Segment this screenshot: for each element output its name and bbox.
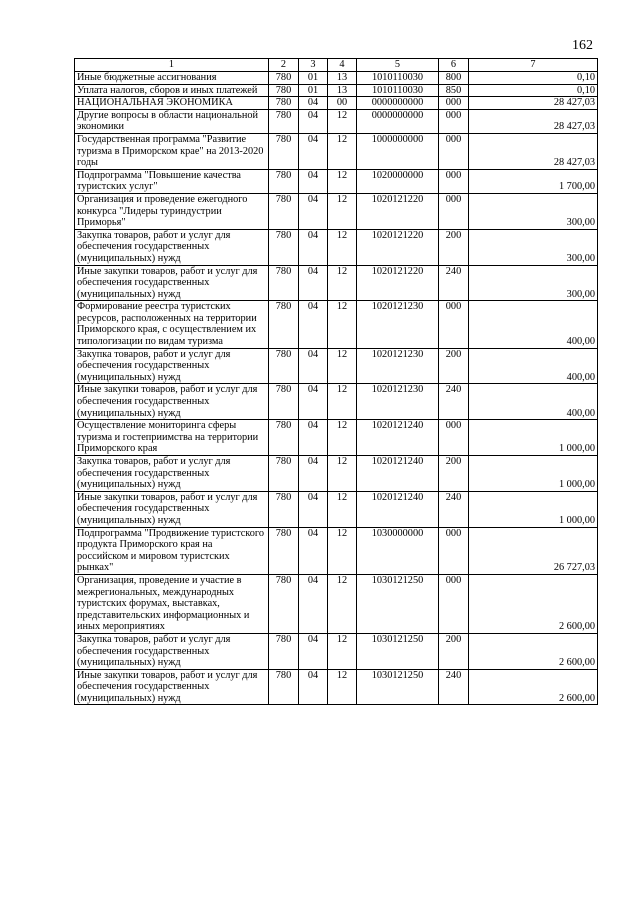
section-code-cell: 04 (299, 133, 328, 169)
row-name-cell: Подпрограмма "Продвижение туристского продукта Приморского края на российском и мировом туристских рынках" (75, 527, 269, 574)
column-header: 7 (469, 59, 598, 72)
section-code-cell: 04 (299, 265, 328, 301)
section-code-cell: 04 (299, 456, 328, 492)
table-row (75, 301, 598, 348)
expense-type-cell: 240 (439, 265, 469, 301)
ministry-code-cell: 780 (269, 265, 299, 301)
column-header: 2 (269, 59, 299, 72)
amount-cell: 2 600,00 (469, 574, 598, 633)
target-article-cell: 1020121240 (357, 491, 439, 527)
column-header: 5 (357, 59, 439, 72)
amount-cell: 300,00 (469, 193, 598, 229)
table-row (75, 574, 598, 633)
subsection-code-cell: 12 (328, 574, 357, 633)
amount-cell: 300,00 (469, 265, 598, 301)
column-header: 6 (439, 59, 469, 72)
column-header: 3 (299, 59, 328, 72)
section-code-cell: 04 (299, 97, 328, 110)
subsection-code-cell: 12 (328, 301, 357, 348)
section-code-cell: 04 (299, 527, 328, 574)
section-code-cell: 01 (299, 84, 328, 97)
row-name-cell: Формирование реестра туристских ресурсов, расположенных на территории Приморского края, с осуществлением их типологизации по видам туризма (75, 301, 269, 348)
row-name-cell: Иные закупки товаров, работ и услуг для обеспечения государственных (муниципальных) нужд (75, 669, 269, 705)
subsection-code-cell: 12 (328, 384, 357, 420)
section-code-cell: 04 (299, 669, 328, 705)
section-code-cell: 04 (299, 109, 328, 133)
target-article-cell: 1030121250 (357, 669, 439, 705)
ministry-code-cell: 780 (269, 574, 299, 633)
target-article-cell: 1030121250 (357, 633, 439, 669)
target-article-cell: 1010110030 (357, 72, 439, 85)
target-article-cell: 1010110030 (357, 84, 439, 97)
amount-cell: 1 000,00 (469, 456, 598, 492)
target-article-cell: 1020121220 (357, 193, 439, 229)
table-row (75, 669, 598, 705)
table-row (75, 527, 598, 574)
table-row (75, 633, 598, 669)
target-article-cell: 1030000000 (357, 527, 439, 574)
row-name-cell: Иные закупки товаров, работ и услуг для обеспечения государственных (муниципальных) нужд (75, 491, 269, 527)
amount-cell: 1 000,00 (469, 420, 598, 456)
ministry-code-cell: 780 (269, 97, 299, 110)
table-row (75, 491, 598, 527)
amount-cell: 26 727,03 (469, 527, 598, 574)
subsection-code-cell: 12 (328, 491, 357, 527)
amount-cell: 28 427,03 (469, 97, 598, 110)
expense-type-cell: 000 (439, 169, 469, 193)
section-code-cell: 04 (299, 193, 328, 229)
table-row (75, 456, 598, 492)
expense-type-cell: 000 (439, 574, 469, 633)
subsection-code-cell: 12 (328, 633, 357, 669)
subsection-code-cell: 12 (328, 109, 357, 133)
row-name-cell: Иные закупки товаров, работ и услуг для обеспечения государственных (муниципальных) нужд (75, 384, 269, 420)
subsection-code-cell: 12 (328, 456, 357, 492)
row-name-cell: Другие вопросы в области национальной экономики (75, 109, 269, 133)
ministry-code-cell: 780 (269, 348, 299, 384)
section-code-cell: 04 (299, 229, 328, 265)
row-name-cell: Уплата налогов, сборов и иных платежей (75, 84, 269, 97)
section-code-cell: 04 (299, 301, 328, 348)
section-code-cell: 01 (299, 72, 328, 85)
amount-cell: 1 700,00 (469, 169, 598, 193)
row-name-cell: Организация и проведение ежегодного конкурса "Лидеры туриндустрии Приморья" (75, 193, 269, 229)
ministry-code-cell: 780 (269, 527, 299, 574)
subsection-code-cell: 12 (328, 348, 357, 384)
table-row (75, 265, 598, 301)
amount-cell: 0,10 (469, 72, 598, 85)
target-article-cell: 1020121240 (357, 456, 439, 492)
amount-cell: 28 427,03 (469, 133, 598, 169)
table-row (75, 109, 598, 133)
target-article-cell: 1020121230 (357, 384, 439, 420)
target-article-cell: 1020121230 (357, 301, 439, 348)
ministry-code-cell: 780 (269, 84, 299, 97)
ministry-code-cell: 780 (269, 301, 299, 348)
amount-cell: 400,00 (469, 348, 598, 384)
subsection-code-cell: 12 (328, 193, 357, 229)
row-name-cell: Закупка товаров, работ и услуг для обеспечения государственных (муниципальных) нужд (75, 633, 269, 669)
subsection-code-cell: 12 (328, 133, 357, 169)
target-article-cell: 1020121240 (357, 420, 439, 456)
table-row (75, 229, 598, 265)
target-article-cell: 1020121220 (357, 265, 439, 301)
table-row (75, 348, 598, 384)
ministry-code-cell: 780 (269, 109, 299, 133)
row-name-cell: Иные бюджетные ассигнования (75, 72, 269, 85)
amount-cell: 400,00 (469, 384, 598, 420)
subsection-code-cell: 12 (328, 169, 357, 193)
expense-type-cell: 200 (439, 633, 469, 669)
target-article-cell: 1000000000 (357, 133, 439, 169)
ministry-code-cell: 780 (269, 491, 299, 527)
subsection-code-cell: 12 (328, 420, 357, 456)
table-row (75, 97, 598, 110)
expense-type-cell: 850 (439, 84, 469, 97)
section-code-cell: 04 (299, 384, 328, 420)
expense-type-cell: 200 (439, 456, 469, 492)
subsection-code-cell: 12 (328, 265, 357, 301)
subsection-code-cell: 12 (328, 669, 357, 705)
expense-type-cell: 240 (439, 491, 469, 527)
row-name-cell: НАЦИОНАЛЬНАЯ ЭКОНОМИКА (75, 97, 269, 110)
row-name-cell: Закупка товаров, работ и услуг для обеспечения государственных (муниципальных) нужд (75, 229, 269, 265)
row-name-cell: Закупка товаров, работ и услуг для обеспечения государственных (муниципальных) нужд (75, 456, 269, 492)
amount-cell: 300,00 (469, 229, 598, 265)
target-article-cell: 1020121220 (357, 229, 439, 265)
expense-type-cell: 000 (439, 420, 469, 456)
ministry-code-cell: 780 (269, 420, 299, 456)
subsection-code-cell: 13 (328, 72, 357, 85)
row-name-cell: Иные закупки товаров, работ и услуг для обеспечения государственных (муниципальных) нужд (75, 265, 269, 301)
ministry-code-cell: 780 (269, 456, 299, 492)
expense-type-cell: 000 (439, 527, 469, 574)
ministry-code-cell: 780 (269, 72, 299, 85)
expense-type-cell: 000 (439, 109, 469, 133)
expense-type-cell: 200 (439, 348, 469, 384)
expense-type-cell: 000 (439, 193, 469, 229)
budget-table (74, 58, 598, 705)
table-row (75, 72, 598, 85)
expense-type-cell: 200 (439, 229, 469, 265)
row-name-cell: Государственная программа "Развитие туризма в Приморском крае" на 2013-2020 годы (75, 133, 269, 169)
row-name-cell: Закупка товаров, работ и услуг для обеспечения государственных (муниципальных) нужд (75, 348, 269, 384)
amount-cell: 0,10 (469, 84, 598, 97)
row-name-cell: Подпрограмма "Повышение качества туристских услуг" (75, 169, 269, 193)
amount-cell: 400,00 (469, 301, 598, 348)
row-name-cell: Осуществление мониторинга сферы туризма и гостеприимства на территории Приморского края (75, 420, 269, 456)
target-article-cell: 0000000000 (357, 109, 439, 133)
subsection-code-cell: 13 (328, 84, 357, 97)
target-article-cell: 1020121230 (357, 348, 439, 384)
ministry-code-cell: 780 (269, 133, 299, 169)
amount-cell: 2 600,00 (469, 669, 598, 705)
column-header: 4 (328, 59, 357, 72)
table-row (75, 384, 598, 420)
column-header: 1 (75, 59, 269, 72)
table-row (75, 133, 598, 169)
table-row (75, 169, 598, 193)
section-code-cell: 04 (299, 574, 328, 633)
target-article-cell: 1030121250 (357, 574, 439, 633)
page-number: 162 (572, 38, 593, 53)
ministry-code-cell: 780 (269, 384, 299, 420)
section-code-cell: 04 (299, 491, 328, 527)
ministry-code-cell: 780 (269, 169, 299, 193)
table-row (75, 84, 598, 97)
expense-type-cell: 240 (439, 384, 469, 420)
table-row (75, 193, 598, 229)
table-row (75, 420, 598, 456)
subsection-code-cell: 12 (328, 229, 357, 265)
expense-type-cell: 800 (439, 72, 469, 85)
section-code-cell: 04 (299, 633, 328, 669)
row-name-cell: Организация, проведение и участие в межрегиональных, международных туристских форумах, выставках, представительских информационных и иных мероприятиях (75, 574, 269, 633)
ministry-code-cell: 780 (269, 633, 299, 669)
ministry-code-cell: 780 (269, 193, 299, 229)
section-code-cell: 04 (299, 348, 328, 384)
section-code-cell: 04 (299, 420, 328, 456)
amount-cell: 2 600,00 (469, 633, 598, 669)
table-header-row (75, 59, 598, 72)
ministry-code-cell: 780 (269, 229, 299, 265)
amount-cell: 28 427,03 (469, 109, 598, 133)
amount-cell: 1 000,00 (469, 491, 598, 527)
subsection-code-cell: 00 (328, 97, 357, 110)
section-code-cell: 04 (299, 169, 328, 193)
subsection-code-cell: 12 (328, 527, 357, 574)
expense-type-cell: 240 (439, 669, 469, 705)
expense-type-cell: 000 (439, 97, 469, 110)
target-article-cell: 0000000000 (357, 97, 439, 110)
expense-type-cell: 000 (439, 301, 469, 348)
ministry-code-cell: 780 (269, 669, 299, 705)
expense-type-cell: 000 (439, 133, 469, 169)
target-article-cell: 1020000000 (357, 169, 439, 193)
